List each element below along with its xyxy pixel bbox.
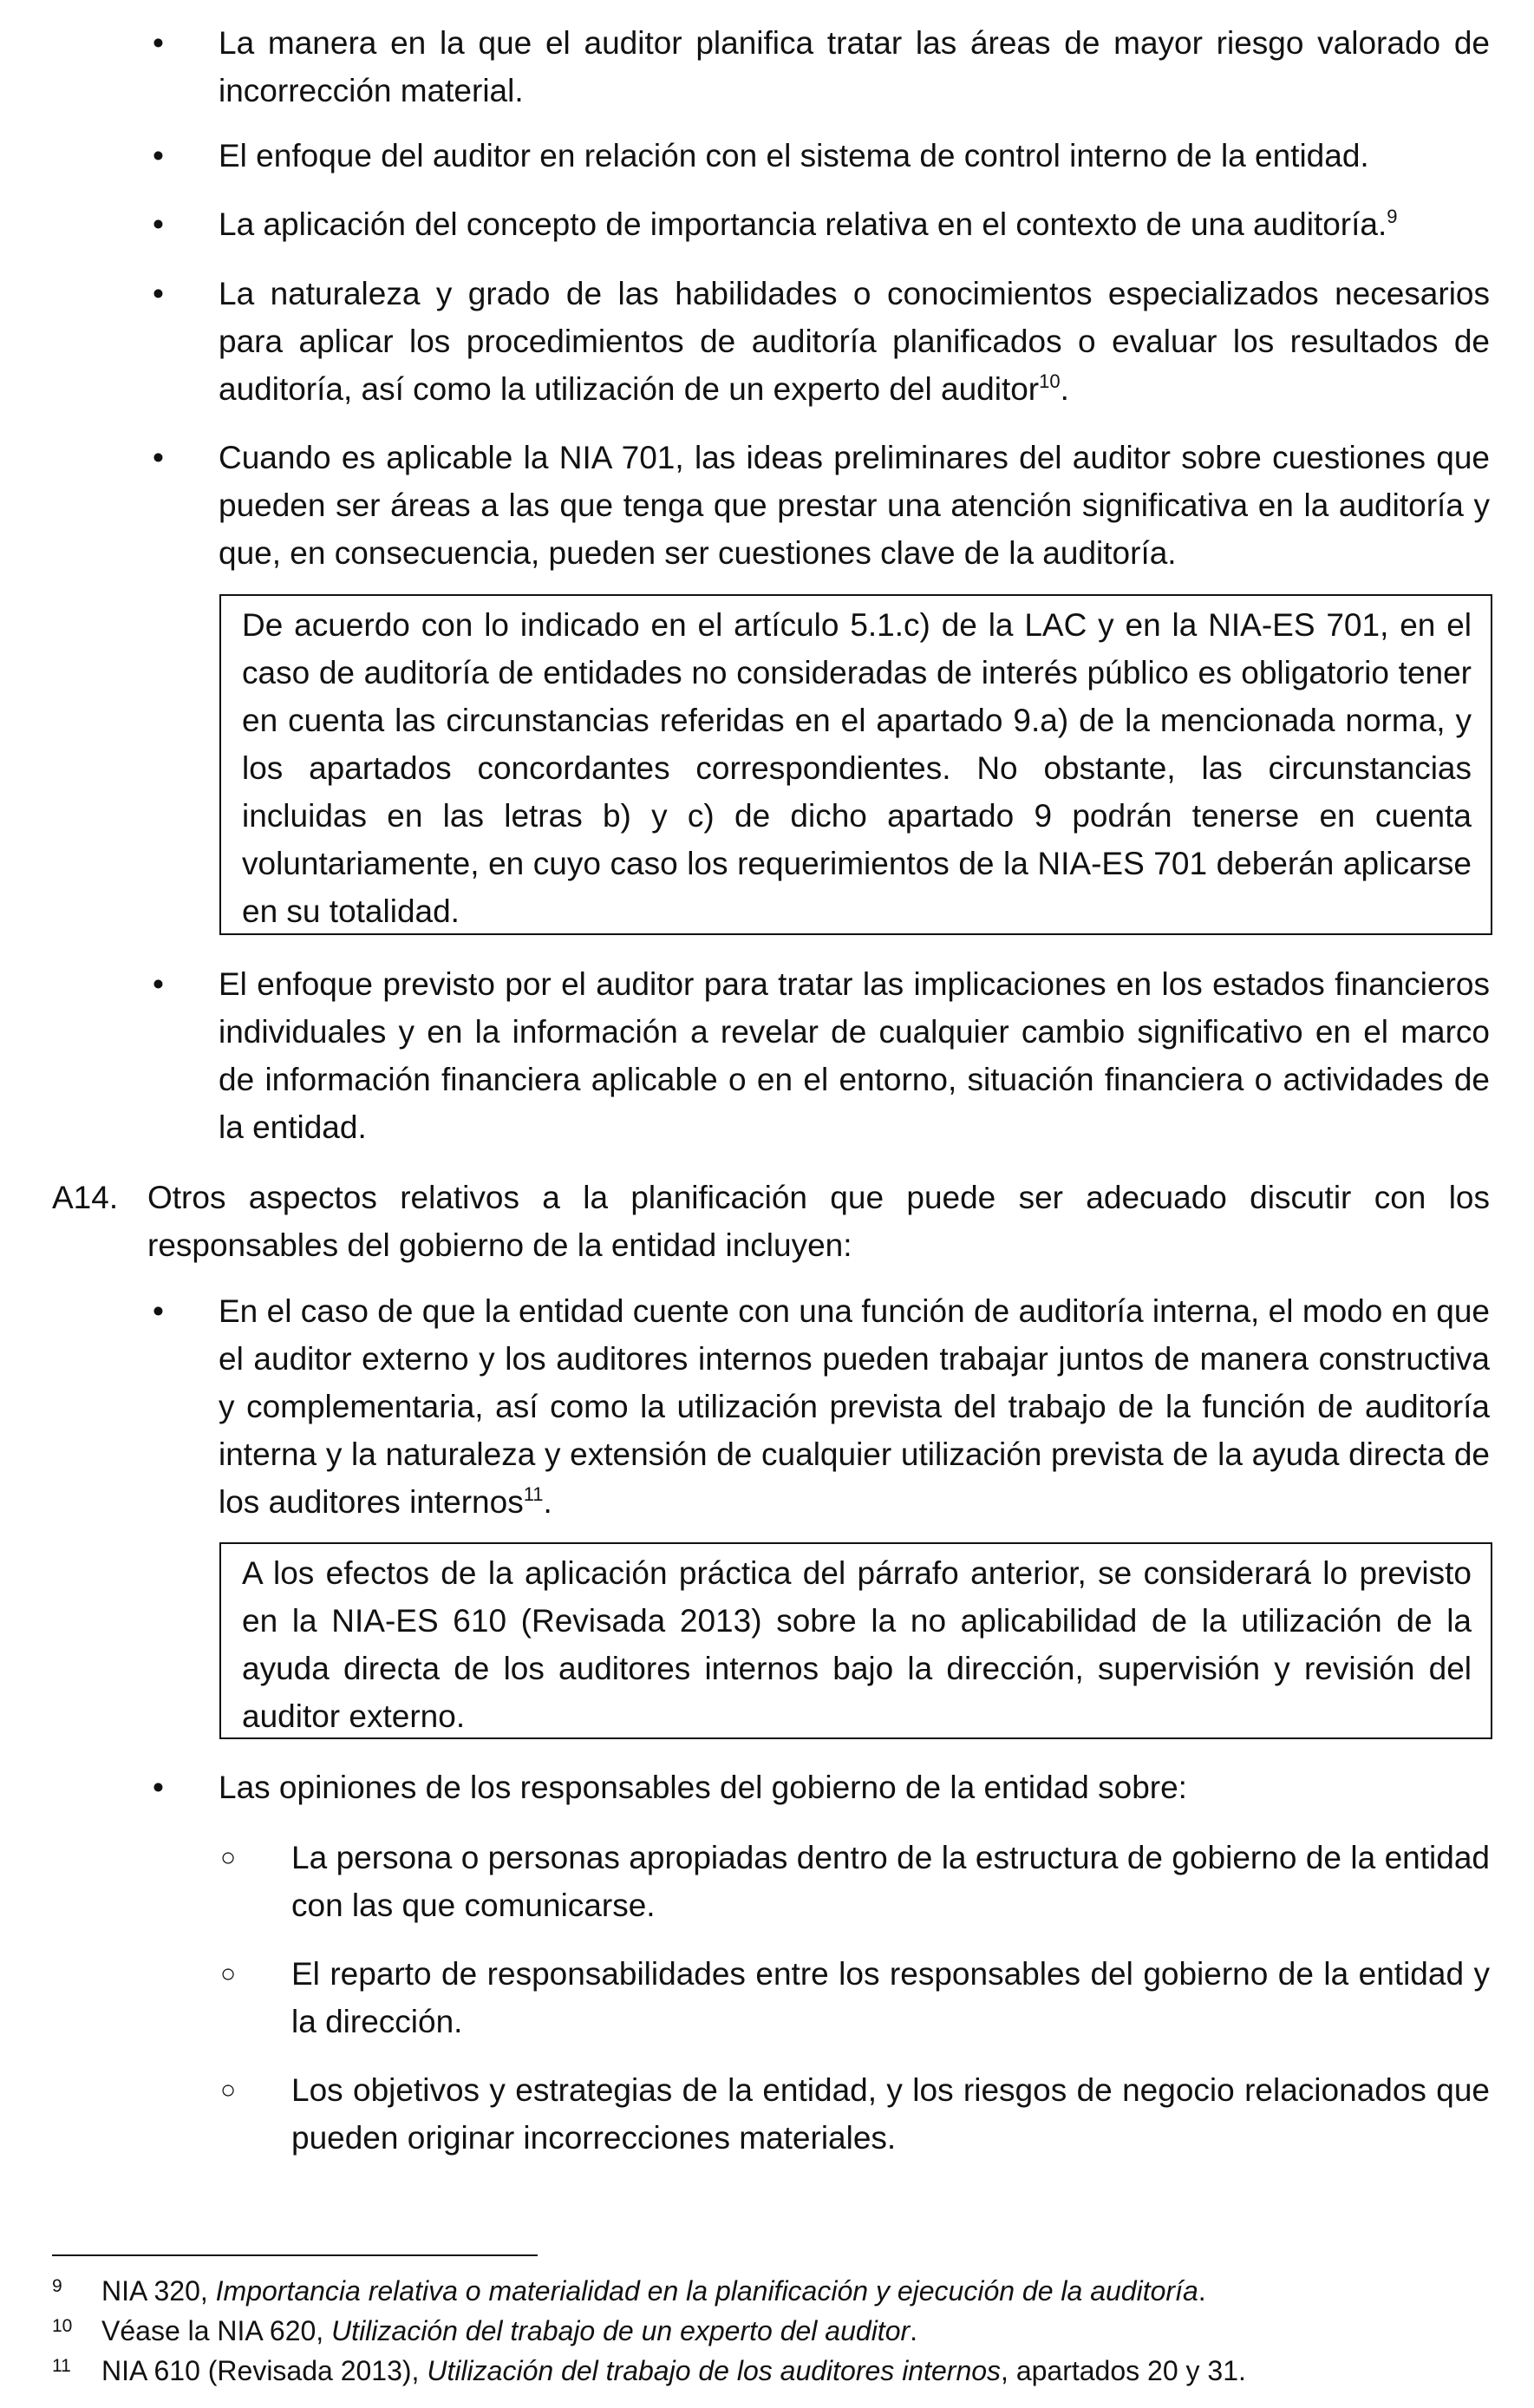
sub-bullet-marker: ○	[220, 1843, 237, 1872]
bullet-text-framework-changes: El enfoque previsto por el auditor para tratar las implicaciones en los estados financieros individuales y en la información a revelar de cualquier cambio significativo en el marco de información financiera aplicable o en el entorno, situación financiera o actividades de la entidad.	[219, 966, 1490, 1145]
paragraph-number-a14: A14.	[52, 1180, 119, 1215]
bullet-marker: •	[153, 276, 164, 311]
bullet-text-materiality: La aplicación del concepto de importancia relativa en el contexto de una auditoría.$^9$	[219, 206, 1398, 242]
bullet-text-expert-skills: La naturaleza y grado de las habilidades o conocimientos especializados necesarios para aplicar los procedimientos de auditoría planificados o evaluar los resultados de auditoría, así como la utilización de un experto del auditor$^{10}$.	[219, 276, 1490, 407]
sub-bullet-text-responsibilities: El reparto de responsabilidades entre los responsables del gobierno de la entidad y la dirección.	[291, 1956, 1490, 2039]
paragraph-a14-text: Otros aspectos relativos a la planificación que puede ser adecuado discutir con los responsables del gobierno de la entidad incluyen:	[147, 1180, 1490, 1263]
bullet-text-internal-control: El enfoque del auditor en relación con el sistema de control interno de la entidad.	[219, 138, 1369, 173]
sub-bullet-marker: ○	[220, 2076, 237, 2104]
footnote-10: 10 Véase la NIA 620, Utilización del trabajo de un experto del auditor.	[52, 2315, 918, 2346]
bullet-marker: •	[153, 138, 164, 173]
sub-bullet-text-objectives: Los objetivos y estrategias de la entidad, y los riesgos de negocio relacionados que pueden originar incorrecciones materiales.	[291, 2072, 1490, 2156]
note-box-nia-es-610: A los efectos de la aplicación práctica del párrafo anterior, se considerará lo previsto en la NIA-ES 610 (Revisada 2013) sobre la no aplicabilidad de la utilización de la ayuda directa de los auditores internos bajo la dirección, supervisión y revisión del auditor externo.	[219, 1542, 1492, 1739]
bullet-text-governance-opinions: Las opiniones de los responsables del gobierno de la entidad sobre:	[219, 1770, 1187, 1805]
bullet-marker: •	[153, 25, 164, 61]
sub-bullet-text-persons: La persona o personas apropiadas dentro de la estructura de gobierno de la entidad con las que comunicarse.	[291, 1840, 1490, 1923]
footnote-ref-9[interactable]: 9	[1387, 206, 1398, 227]
sub-bullet-marker: ○	[220, 1960, 237, 1988]
footnote-11: 11 NIA 610 (Revisada 2013), Utilización del trabajo de los auditores internos, apartados 20 y 31.	[52, 2355, 1246, 2386]
bullet-text-internal-audit: En el caso de que la entidad cuente con una función de auditoría interna, el modo en que el auditor externo y los auditores internos pueden trabajar juntos de manera constructiva y complementaria, así como la utilización prevista del trabajo de la función de auditoría interna y la naturaleza y extensión de cualquier utilización prevista de la ayuda directa de los auditores internos$^{11}$.	[219, 1293, 1490, 1520]
bullet-marker: •	[153, 1293, 164, 1329]
footnote-separator	[52, 2254, 538, 2256]
bullet-marker: •	[153, 966, 164, 1002]
bullet-marker: •	[153, 206, 164, 242]
footnote-ref-10[interactable]: 10	[1039, 370, 1061, 392]
note-box-lac-nia-es-701: De acuerdo con lo indicado en el artículo 5.1.c) de la LAC y en la NIA-ES 701, en el caso de auditoría de entidades no consideradas de interés público es obligatorio tener en cuenta las circunstancias referidas en el apartado 9.a) de la mencionada norma, y los apartados concordantes correspondientes. No obstante, las circunstancias incluidas en las letras b) y c) de dicho apartado 9 podrán tenerse en cuenta voluntariamente, en cuyo caso los requerimientos de la NIA-ES 701 deberán aplicarse en su totalidad.	[219, 594, 1492, 935]
bullet-marker: •	[153, 1770, 164, 1805]
bullet-text-risk-areas: La manera en la que el auditor planifica tratar las áreas de mayor riesgo valorado de incorrección material.	[219, 25, 1490, 108]
footnote-ref-11[interactable]: 11	[523, 1483, 544, 1505]
footnote-9: 9 NIA 320, Importancia relativa o materialidad en la planificación y ejecución de la auditoría.	[52, 2275, 1206, 2307]
bullet-marker: •	[153, 440, 164, 475]
bullet-text-nia-701: Cuando es aplicable la NIA 701, las ideas preliminares del auditor sobre cuestiones que pueden ser áreas a las que tenga que prestar una atención significativa en la auditoría y que, en consecuencia, pueden ser cuestiones clave de la auditoría.	[219, 440, 1490, 571]
